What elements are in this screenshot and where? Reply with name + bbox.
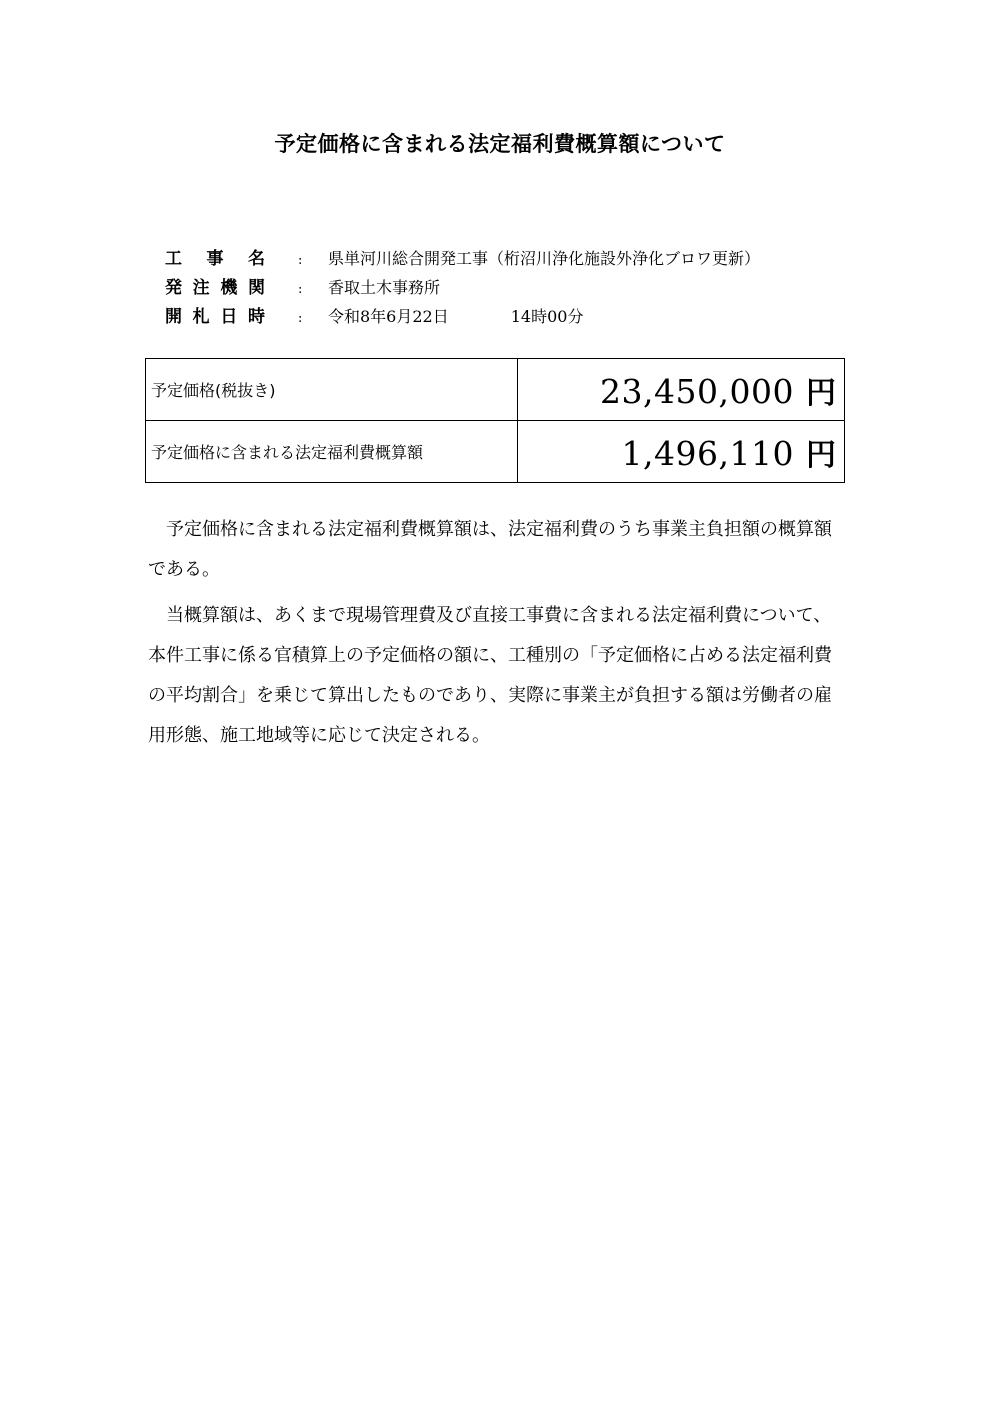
label-char: 名 (248, 249, 265, 269)
project-name-value: 県単河川総合開発工事（桁沼川浄化施設外浄化ブロワ更新） (328, 249, 761, 268)
welfare-cost-cell (518, 421, 845, 483)
document-title: 予定価格に含まれる法定福利費概算額について (274, 132, 726, 156)
label-char: 日 (220, 307, 238, 327)
planned-price-label: 予定価格(税抜き) (146, 359, 518, 421)
project-name-row (165, 244, 865, 273)
explanation-text (148, 510, 848, 762)
planned-price-amount: 23,450,000 (600, 371, 794, 411)
label-char: 工 (165, 249, 182, 269)
orderer-value: 香取土木事務所 (328, 278, 441, 297)
label-char: 注 (192, 278, 210, 298)
paragraph: 当概算額は、あくまで現場管理費及び直接工事費に含まれる法定福利費について、本件工事に係る官積算上の予定価格の額に、工種別の「予定価格に占める法定福利費の平均割合」を乗じて算出したものであり、実際に事業主が負担する額は労働者の雇用形態、施工地域等に応じて決定される。 (148, 605, 832, 746)
colon: : (298, 282, 303, 297)
bid-date-label (165, 302, 265, 327)
label-char: 時 (247, 307, 265, 327)
label-char: 札 (192, 307, 210, 327)
planned-price-cell (518, 359, 845, 421)
label-char: 事 (206, 249, 224, 269)
orderer-row (165, 273, 865, 302)
project-info (165, 244, 865, 331)
label-char: 関 (247, 278, 265, 298)
yen-unit: 円 (806, 437, 836, 473)
colon: : (298, 311, 303, 326)
orderer-label (165, 273, 265, 298)
bid-date-value (328, 304, 583, 327)
table-row (146, 421, 845, 483)
label-char: 開 (165, 307, 182, 327)
price-table (145, 358, 845, 483)
paragraph: 予定価格に含まれる法定福利費概算額は、法定福利費のうち事業主負担額の概算額である。 (148, 519, 832, 580)
bid-date-row (165, 302, 865, 331)
yen-unit: 円 (806, 375, 836, 411)
label-char: 機 (220, 278, 238, 298)
label-char: 発 (165, 278, 182, 298)
bid-date: 令和8年6月22日 (328, 307, 449, 326)
welfare-cost-amount: 1,496,110 (621, 433, 794, 473)
table-row (146, 359, 845, 421)
welfare-cost-label: 予定価格に含まれる法定福利費概算額 (146, 421, 518, 483)
bid-time: 14時00分 (510, 307, 584, 326)
colon: : (298, 253, 303, 268)
project-name-label (165, 244, 265, 269)
